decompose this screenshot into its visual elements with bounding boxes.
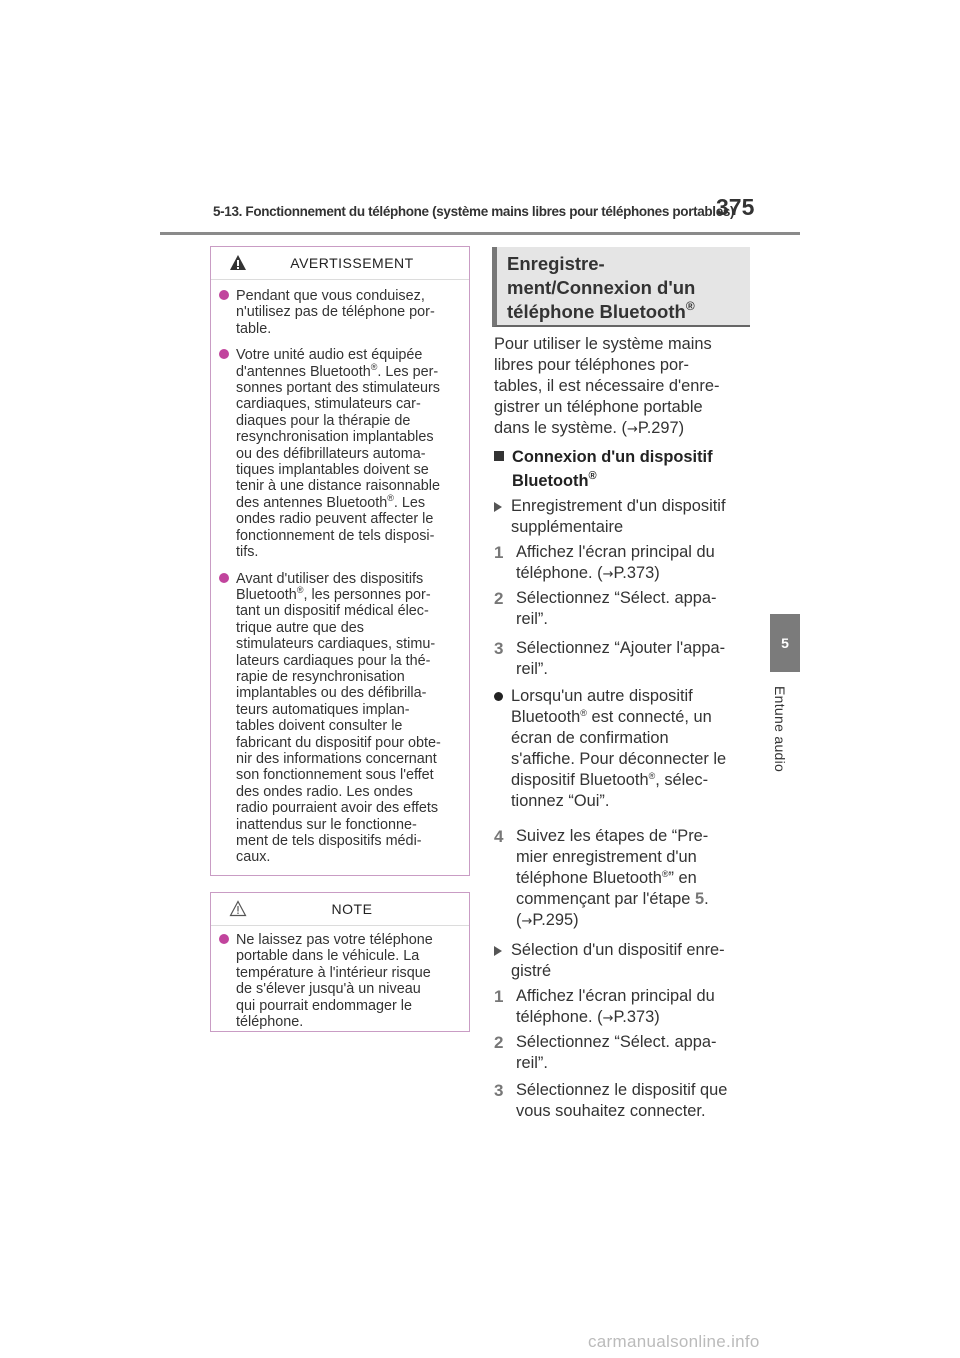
step-number: 1: [494, 987, 504, 1006]
warning-box-body: [211, 280, 469, 866]
bullet-dot-icon: [219, 573, 229, 583]
intro-paragraph: Pour utiliser le système mains libres pour téléphones por- tables, il est nécessaire d'enre- gistrer un téléphone portable dans le système. (→P.297): [494, 335, 720, 437]
warning-triangle-icon: [229, 254, 247, 271]
chapter-tab: 5: [770, 614, 800, 672]
procedure-step: 1 Affichez l'écran principal du téléphone. (→P.373): [494, 543, 715, 582]
square-bullet-icon: [494, 451, 504, 461]
note-box: [210, 892, 470, 1032]
note-box-title: NOTE: [331, 901, 373, 917]
procedure-step: 3 Sélectionnez le dispositif que vous souhaitez connecter.: [494, 1081, 728, 1120]
warning-box-header: [211, 247, 469, 280]
triangle-bullet-icon: [494, 946, 502, 956]
note-box-header: [211, 893, 469, 926]
procedure-note: Lorsqu'un autre dispositif Bluetooth® est connecté, un écran de confirmation s'affiche. Pour déconnecter le dispositif Bluetooth®, sélec- tionnez “Oui”.: [494, 686, 763, 812]
note-item: Ne laissez pas votre téléphone portable dans le véhicule. La température à l'intérieur risque de s'élever jusqu'à un niveau qui pourrait endommager le téléphone.: [219, 932, 463, 1030]
section-heading: Enregistre- ment/Connexion d'un téléphone Bluetooth®: [492, 247, 750, 327]
header-divider: [160, 232, 800, 235]
caution-triangle-icon: [229, 900, 247, 917]
bullet-dot-icon: [219, 349, 229, 359]
procedure-step: 1 Affichez l'écran principal du téléphone. (→P.373): [494, 987, 715, 1026]
subheading: Connexion d'un dispositif Bluetooth®: [494, 445, 762, 493]
warning-item: Pendant que vous conduisez, n'utilisez pas de téléphone por- table.: [219, 288, 463, 337]
circle-bullet-icon: [494, 692, 503, 701]
procedure-step: 3 Sélectionnez “Ajouter l'appa- reil”.: [494, 639, 726, 678]
arrow-icon: →: [602, 567, 614, 582]
arrow-icon: →: [521, 914, 533, 929]
step-number: 1: [494, 543, 504, 562]
arrow-icon: →: [627, 422, 638, 437]
procedure-step: 4 Suivez les étapes de “Pre- mier enregistrement d'un téléphone Bluetooth®” en commençant par l'étape 5. (→P.295): [494, 827, 709, 929]
watermark: carmanualsonline.info: [588, 1332, 760, 1351]
note-box-body: [211, 926, 469, 1030]
chapter-tab-label: Entune audio: [772, 686, 788, 773]
step-reference: 5: [694, 890, 705, 908]
step-number: 2: [494, 1033, 504, 1052]
step-number: 4: [494, 827, 504, 846]
chapter-header-title: 5-13. Fonctionnement du téléphone (système mains libres pour téléphones portables): [213, 204, 735, 219]
bullet-dot-icon: [219, 934, 229, 944]
warning-item: Avant d'utiliser des dispositifs Bluetooth®, les personnes por- tant un dispositif médical élec- trique autre que des stimulateurs cardiaques, stimu- lateurs cardiaques pour la thé- rapie de resynchronisation implantables ou des défibrilla- teurs automatiques implan- tables doivent consulter le fabricant du dispositif pour obte- nir des informations concernant son fonctionnement sous l'effet des ondes radio. Les ondes radio pourraient avoir des effets inattendus sur le fonctionne- ment de tels dispositifs médi- caux.: [219, 571, 463, 866]
bullet-dot-icon: [219, 290, 229, 300]
warning-box-title: AVERTISSEMENT: [290, 255, 414, 271]
procedure-step: 2 Sélectionnez “Sélect. appa- reil”.: [494, 1033, 717, 1072]
step-number: 3: [494, 639, 504, 658]
warning-item: Votre unité audio est équipée d'antennes Bluetooth®. Les per- sonnes portant des stimulateurs cardiaques, stimulateurs car- diaques pour la thérapie de resynchronisation implantables ou des défibrillateurs automa- tiques implantables doivent se tenir à une distance raisonnable des antennes Bluetooth®. Les ondes radio peuvent affecter le fonctionnement de tels disposi- tifs.: [219, 347, 463, 560]
page-number: 375: [716, 194, 755, 220]
step-number: 3: [494, 1081, 504, 1100]
warning-box: [210, 246, 470, 876]
procedure-step: 2 Sélectionnez “Sélect. appa- reil”.: [494, 589, 717, 628]
procedure-title: Sélection d'un dispositif enre- gistré: [494, 940, 761, 982]
procedure-title: Enregistrement d'un dispositif supplémentaire: [494, 496, 761, 538]
triangle-bullet-icon: [494, 502, 502, 512]
step-number: 2: [494, 589, 504, 608]
arrow-icon: →: [602, 1011, 614, 1026]
